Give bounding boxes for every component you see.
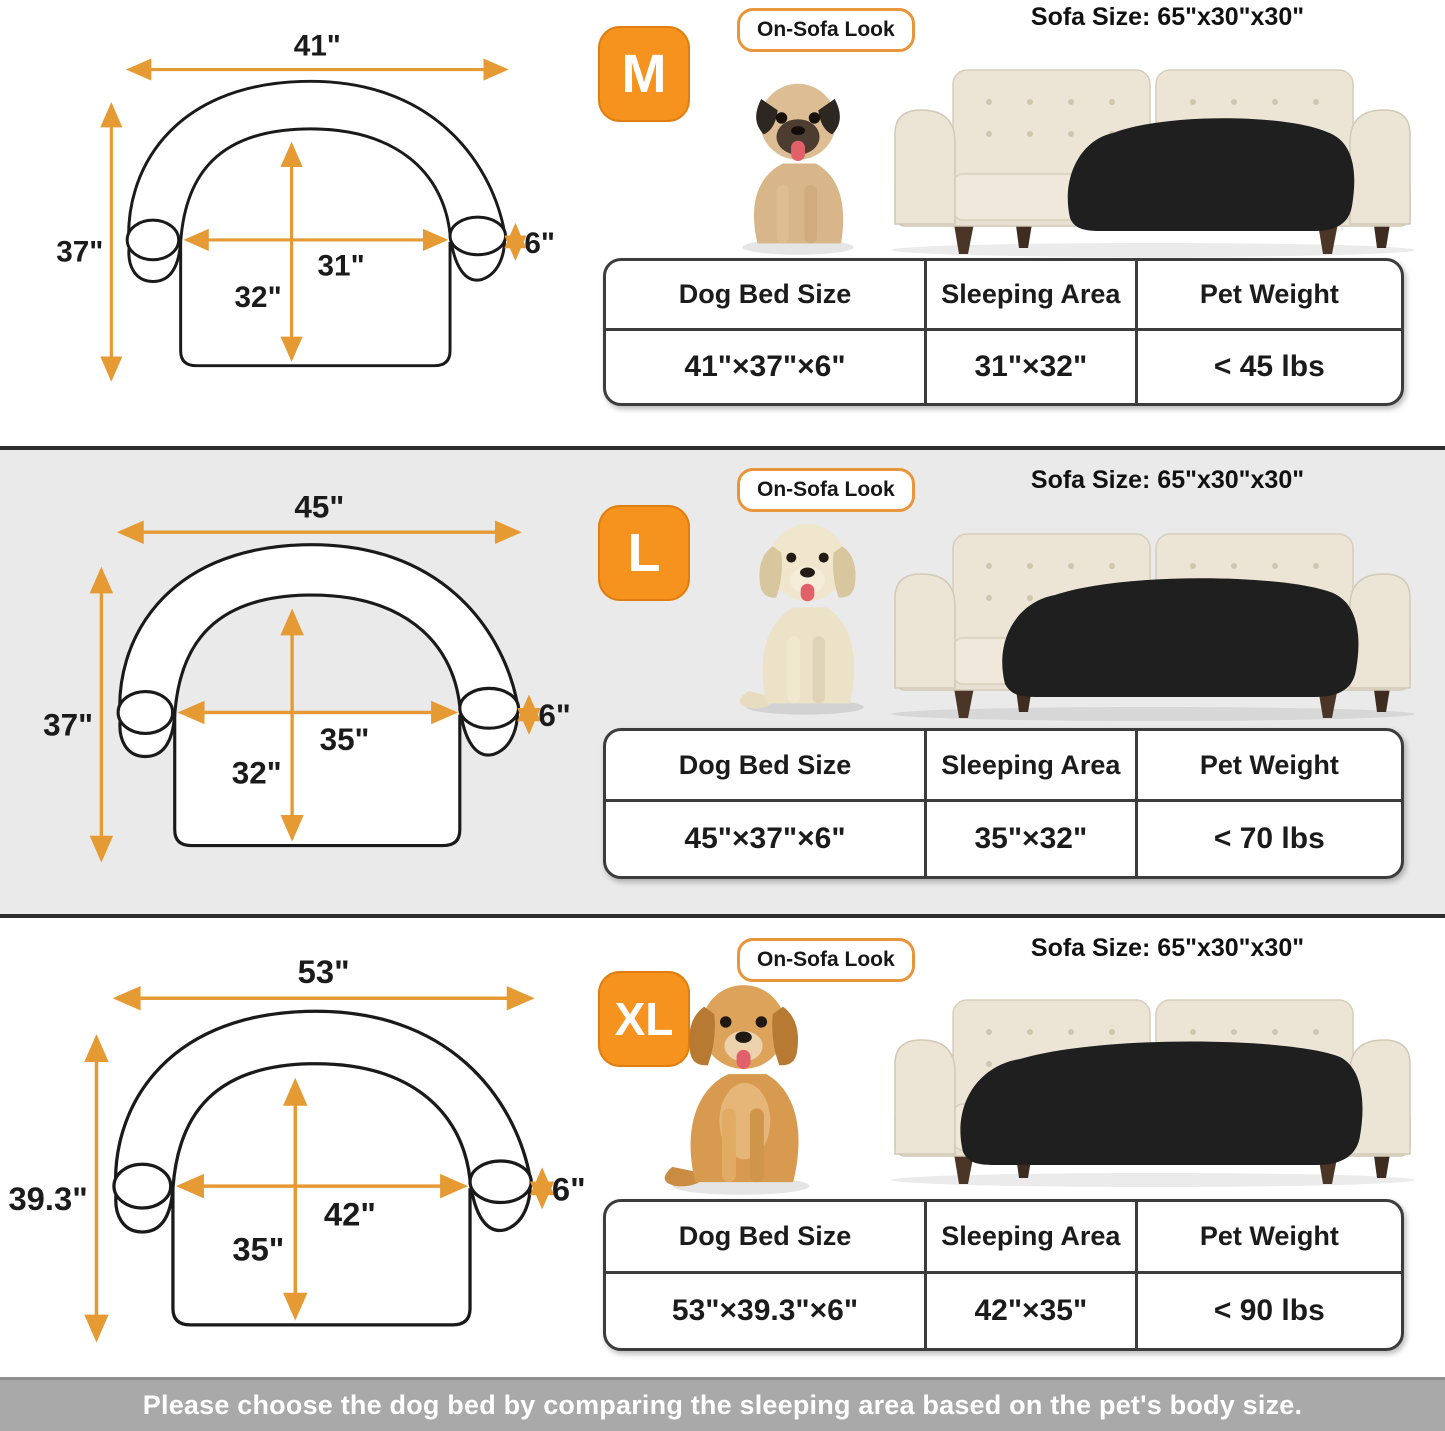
dim-overall-height: 39.3" <box>8 1180 88 1218</box>
bed-dimension-diagram-m <box>42 24 557 400</box>
value-sleeping-area: 35"×32" <box>924 799 1135 876</box>
value-pet-weight: < 70 lbs <box>1135 799 1401 876</box>
section-size-l <box>0 446 1445 918</box>
size-badge-l: L <box>598 505 690 601</box>
col-header-pet-weight: Pet Weight <box>1135 261 1401 328</box>
size-badge-xl: XL <box>598 971 690 1067</box>
col-header-pet-weight: Pet Weight <box>1135 731 1401 799</box>
value-dog-bed-size: 45"×37"×6" <box>606 799 924 876</box>
col-header-dog-bed-size: Dog Bed Size <box>678 749 852 780</box>
sofa-size-label: Sofa Size: 65"x30"x30" <box>1030 3 1305 31</box>
size-badge-m: M <box>598 26 690 122</box>
on-sofa-look-badge: On-Sofa Look <box>737 468 915 512</box>
pug-dog-photo <box>722 66 874 256</box>
col-header-pet-weight: Pet Weight <box>1135 1202 1401 1271</box>
col-header-dog-bed-size: Dog Bed Size <box>678 1220 852 1251</box>
dim-overall-width: 53" <box>297 952 350 990</box>
on-sofa-look-badge: On-Sofa Look <box>737 8 915 52</box>
sofa-size-label: Sofa Size: 65"x30"x30" <box>1030 466 1305 494</box>
dim-bolster-height: 6" <box>551 1170 586 1208</box>
dim-sleeping-width: 42" <box>323 1195 376 1233</box>
col-header-sleeping-area: Sleeping Area <box>924 731 1135 799</box>
golden-retriever-dog-photo <box>652 966 830 1195</box>
sofa-with-bed-photo-m <box>865 28 1440 258</box>
col-header-sleeping-area: Sleeping Area <box>924 1202 1135 1271</box>
bed-dimension-diagram-xl <box>8 948 588 1363</box>
sofa-with-bed-photo-l <box>865 492 1440 722</box>
on-sofa-look-badge: On-Sofa Look <box>737 938 915 982</box>
value-dog-bed-size: 41"×37"×6" <box>606 328 924 403</box>
dim-overall-width: 45" <box>294 489 345 525</box>
size-spec-table-l <box>603 728 1404 879</box>
size-spec-table-xl <box>603 1199 1404 1351</box>
value-pet-weight: < 45 lbs <box>1135 328 1401 403</box>
section-size-xl <box>0 918 1445 1377</box>
bottom-note-banner: Please choose the dog bed by comparing the sleeping area based on the pet's body size. <box>0 1377 1445 1431</box>
dim-sleeping-width: 31" <box>317 249 365 283</box>
dim-bolster-height: 6" <box>524 226 555 260</box>
value-pet-weight: < 90 lbs <box>1135 1271 1401 1348</box>
dim-sleeping-depth: 32" <box>234 281 282 315</box>
col-header-dog-bed-size: Dog Bed Size <box>678 278 852 309</box>
sofa-with-bed-photo-xl <box>865 958 1440 1188</box>
value-sleeping-area: 42"×35" <box>924 1271 1135 1348</box>
bed-dimension-diagram-l <box>28 484 573 882</box>
dim-sleeping-depth: 35" <box>232 1230 285 1268</box>
value-dog-bed-size: 53"×39.3"×6" <box>606 1271 924 1348</box>
dim-sleeping-width: 35" <box>319 722 370 758</box>
sofa-size-label: Sofa Size: 65"x30"x30" <box>1030 934 1305 962</box>
col-header-sleeping-area: Sleeping Area <box>924 261 1135 328</box>
size-spec-table-m <box>603 258 1404 406</box>
dim-sleeping-depth: 32" <box>231 755 282 791</box>
dim-bolster-height: 6" <box>538 698 571 734</box>
dim-overall-height: 37" <box>43 707 93 743</box>
dim-overall-height: 37" <box>56 235 104 269</box>
labrador-dog-photo <box>724 504 886 716</box>
value-sleeping-area: 31"×32" <box>924 328 1135 403</box>
dim-overall-width: 41" <box>293 29 341 63</box>
section-size-m <box>0 0 1445 446</box>
